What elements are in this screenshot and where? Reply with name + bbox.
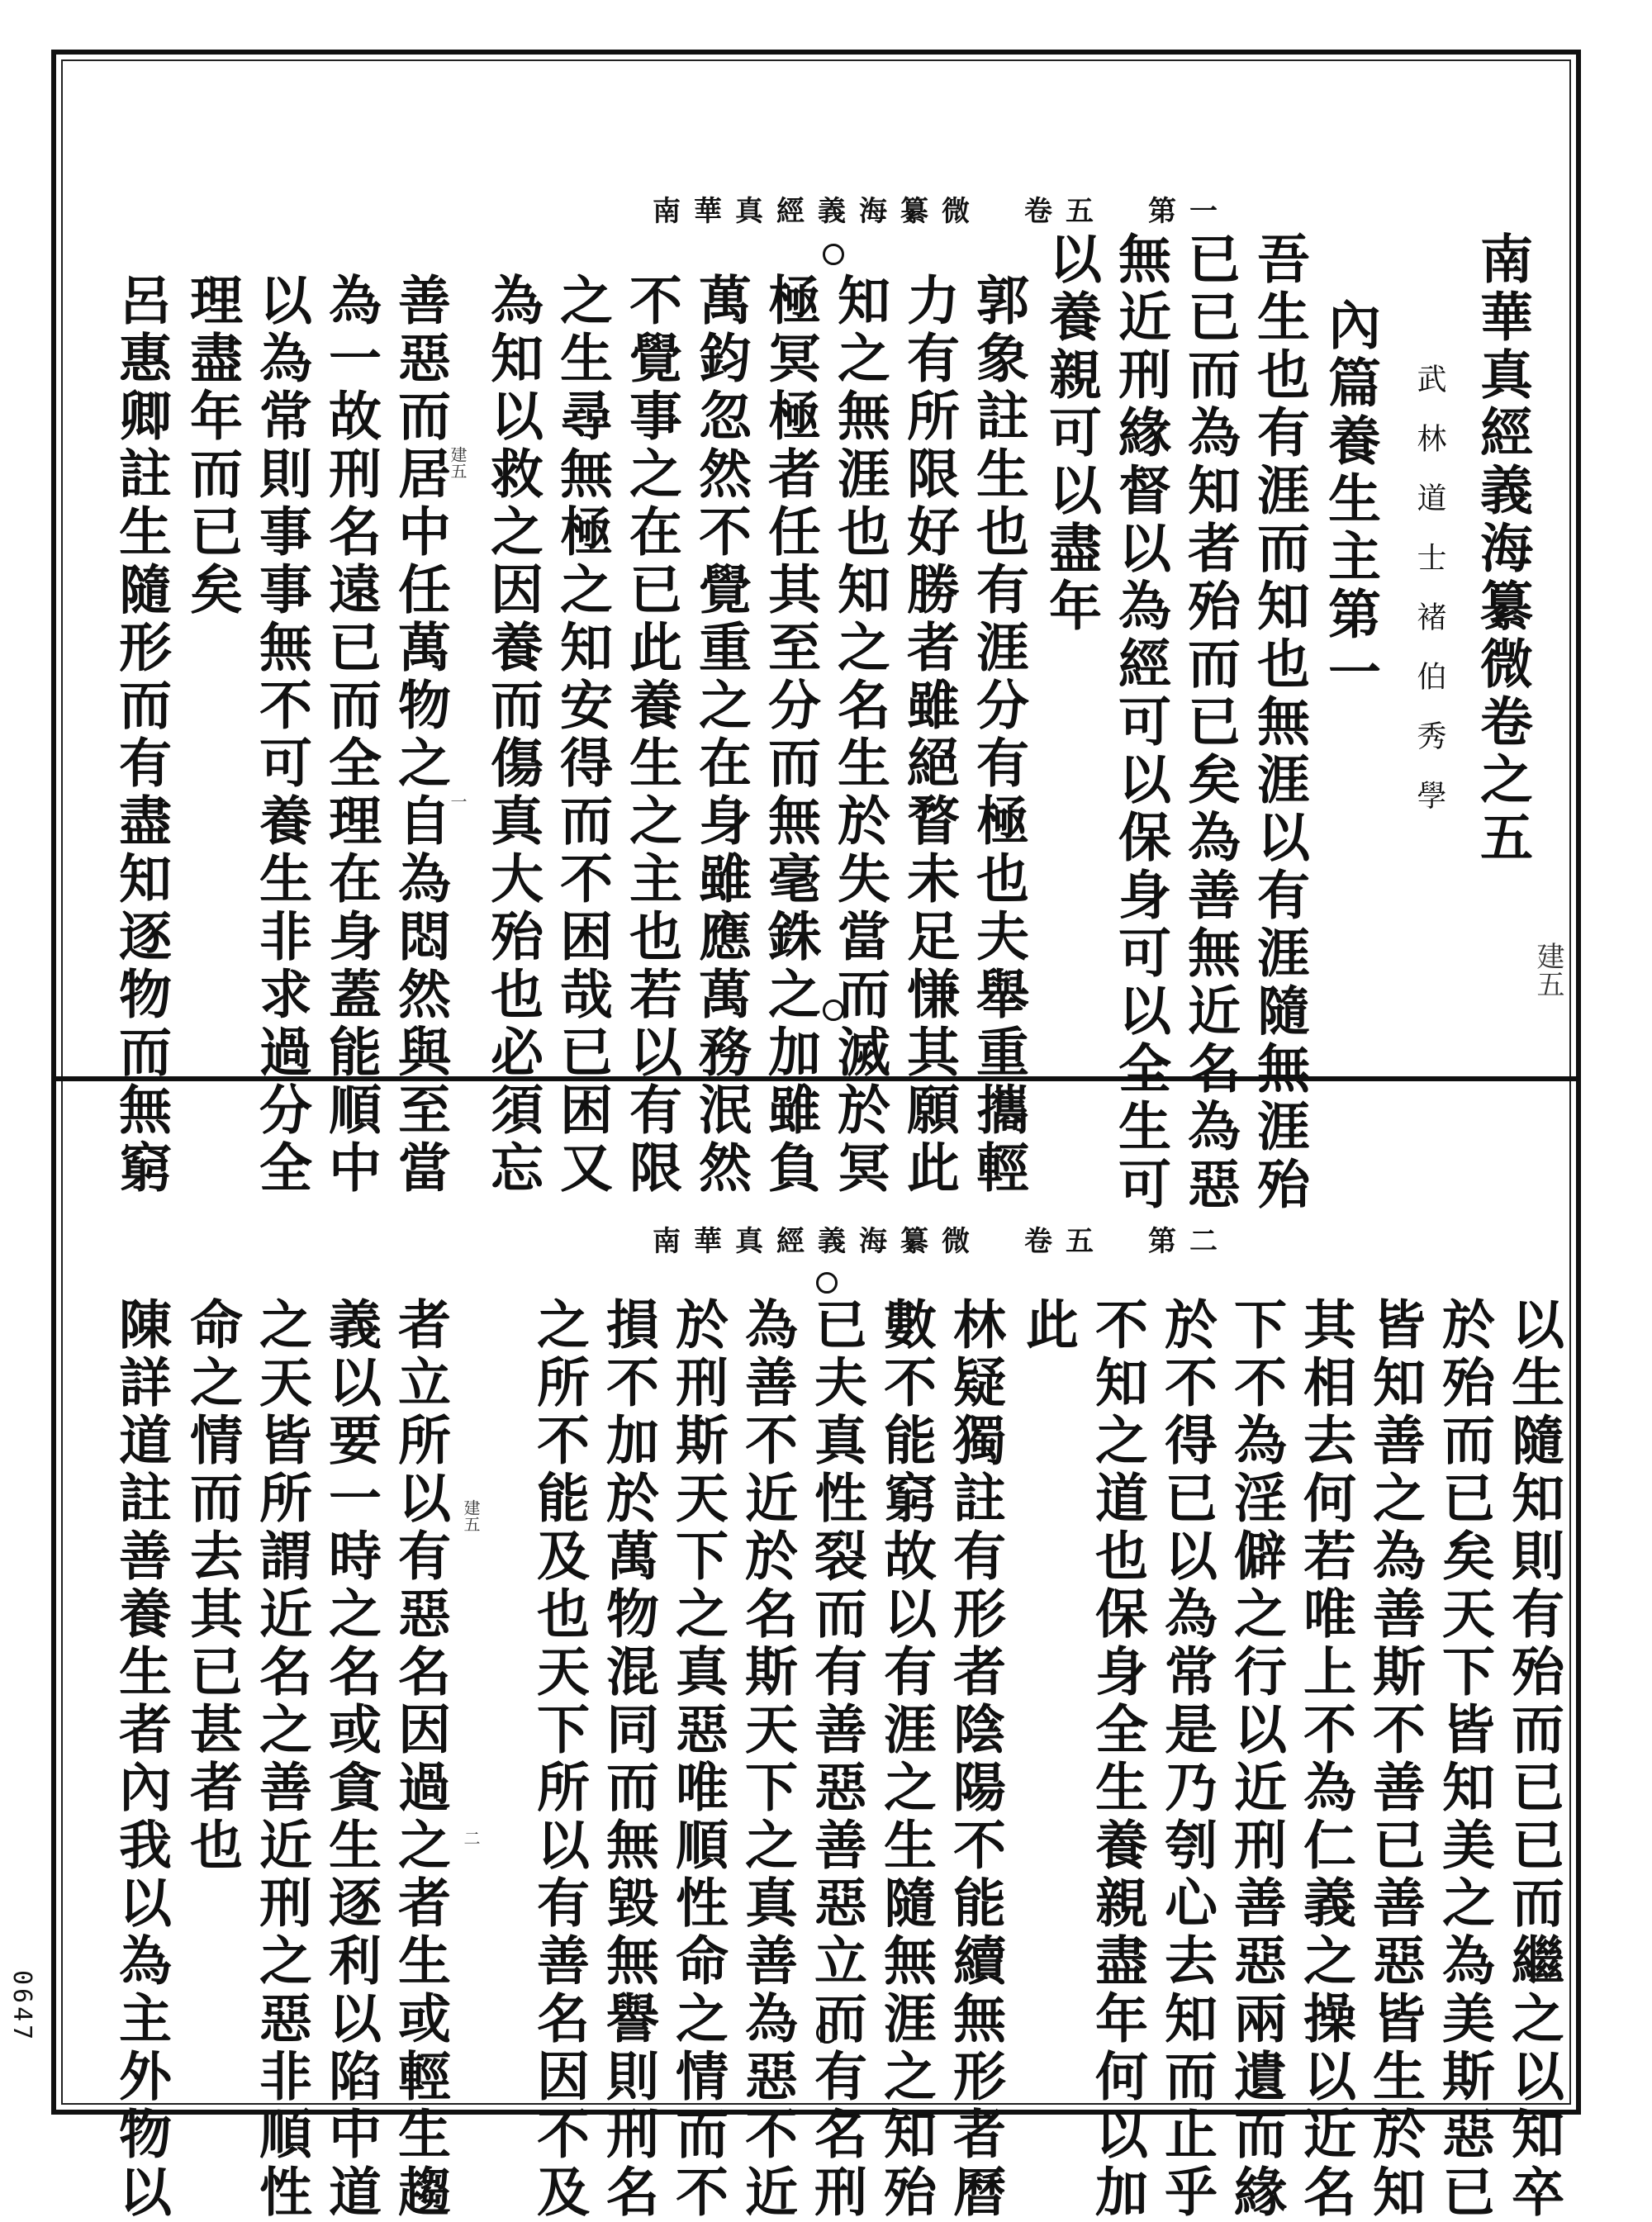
top-col-9: 知之無涯也知之名生於失當而滅於冥 — [828, 273, 890, 1198]
bottom-col-0: 以生隨知則有殆而已已而繼之以知卒 — [1502, 1297, 1564, 2222]
top-col-16: 為一故刑名遠已而全理在身蓋能順中 — [320, 273, 382, 1198]
bottom-col-12: 於刑斯天下之真惡唯順性命之情而不 — [667, 1297, 729, 2222]
bottom-col-19: 陳詳道註善養生者內我以為主外物以 — [110, 1297, 172, 2222]
bottom-col-13: 損不加於萬物混同而無毀無譽則刑名 — [597, 1297, 659, 2222]
top-col-3: 吾生也有涯而知也無涯以有涯隨無涯殆 — [1248, 231, 1310, 1214]
top-circle-mark-1 — [823, 244, 844, 265]
bottom-header: 南華真經義海纂微 卷五 第二 — [653, 1225, 1231, 1258]
top-col-12: 不覺事之在已此養生之主也若以有限 — [620, 273, 682, 1198]
top-circle-mark-2 — [823, 999, 844, 1021]
bottom-col-8: 林疑獨註有形者陰陽不能續無形者曆 — [944, 1297, 1006, 2222]
top-header: 南華真經義海纂微 卷五 第一 — [653, 195, 1231, 228]
bottom-col-2: 皆知善之為善斯不善已善惡皆生於知 — [1364, 1297, 1426, 2222]
top-col-10: 極冥極者任其至分而無毫銖之加雖負 — [759, 273, 821, 1198]
bottom-margin-mark-1: 建五 — [461, 1499, 481, 1532]
top-chapter-title: 內篇養生主第一 — [1319, 297, 1381, 702]
bottom-col-16: 義以要一時之名或貪生逐利以陷中道 — [320, 1297, 382, 2222]
top-col-4: 已已而為知者殆而已矣為善無近名為惡 — [1179, 231, 1241, 1214]
bottom-col-18: 命之情而去其已甚者也 — [181, 1297, 243, 1875]
bottom-col-9: 數不能窮故以有涯之生隨無涯之知殆 — [875, 1297, 937, 2222]
top-col-8: 力有所限好勝者雖絕瞀未足慊其願此 — [898, 273, 960, 1198]
top-corner-mark: 建五 — [1531, 942, 1564, 998]
bottom-col-1: 於殆而已矣天下皆知美之為美斯惡已 — [1433, 1297, 1495, 2222]
top-col-11: 萬鈞忽然不覺重之在身雖應萬務泯然 — [690, 273, 752, 1198]
page-number: 0647 — [7, 1970, 36, 2044]
bottom-col-10: 已夫真性裂而有善惡善惡立而有名刑 — [805, 1297, 867, 2222]
bottom-margin-mark-2: 二 — [461, 1830, 481, 1846]
bottom-col-7: 此 — [1017, 1297, 1079, 1355]
bottom-col-11: 為善不近於名斯天下之真善為惡不近 — [736, 1297, 798, 2222]
top-title: 南華真經義海纂微卷之五 — [1471, 231, 1533, 867]
bottom-col-4: 下不為淫僻之行以近刑善惡兩遺而緣 — [1225, 1297, 1287, 2222]
top-author: 武林道士褚伯秀學 — [1412, 363, 1446, 839]
bottom-col-6: 不知之道也保身全生養親盡年何以加 — [1086, 1297, 1148, 2222]
bottom-col-14: 之所不能及也天下所以有善名因不及 — [528, 1297, 590, 2222]
top-col-14: 為知以救之因養而傷真大殆也必須忘 — [482, 273, 544, 1198]
top-col-18: 理盡年而已矣 — [181, 273, 243, 620]
top-col-6: 以養親可以盡年 — [1040, 231, 1102, 636]
bottom-col-3: 其相去何若唯上不為仁義之操以近名 — [1294, 1297, 1356, 2222]
bottom-col-17: 之天皆所謂近名之善近刑之惡非順性 — [250, 1297, 312, 2222]
top-margin-mark-1: 建五 — [448, 446, 468, 479]
top-col-17: 以為常則事事無不可養生非求過分全 — [250, 273, 312, 1198]
top-col-13: 之生尋無極之知安得而不困哉已困又 — [551, 273, 613, 1198]
top-col-7: 郭象註生也有涯分有極也夫舉重攜輕 — [967, 273, 1029, 1198]
top-col-15: 善惡而居中任萬物之自為悶然與至當 — [389, 273, 451, 1198]
bottom-circle-mark-1 — [816, 1272, 838, 1294]
bottom-col-15: 者立所以有惡名因過之者生或輕生趨 — [389, 1297, 451, 2222]
bottom-circle-mark-2 — [816, 2022, 838, 2044]
bottom-col-5: 於不得已以為常是乃刳心去知而止乎 — [1156, 1297, 1218, 2222]
top-col-19: 呂惠卿註生隨形而有盡知逐物而無窮 — [110, 273, 172, 1198]
top-margin-mark-2: 一 — [448, 793, 468, 810]
top-col-5: 無近刑緣督以為經可以保身可以全生可 — [1109, 231, 1171, 1214]
